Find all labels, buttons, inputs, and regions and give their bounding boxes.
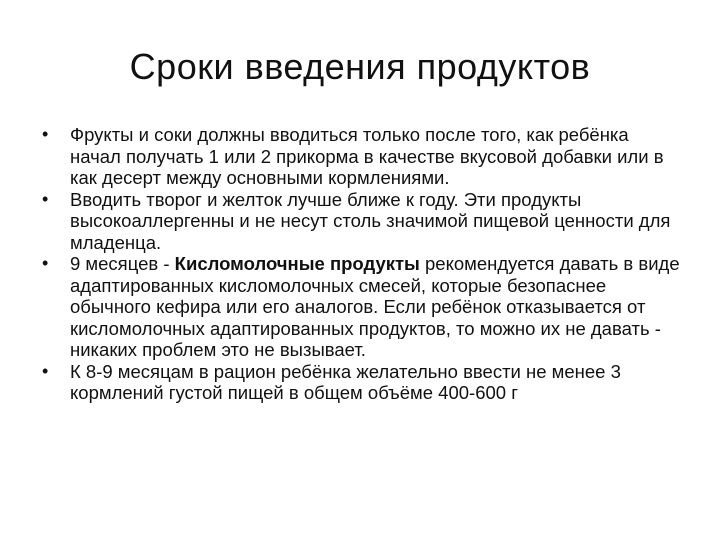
bullet-text: К 8-9 месяцам в рацион ребёнка желательно ввести не менее 3 кормлений густой пищей в общем объёме 400-600 г <box>70 360 621 403</box>
bullet-text-suffix: рекомендуется давать в виде адаптированных кисломолочных смесей, которые безопаснее обычного кефира или его аналогов. Если ребёнок отказывается от кисломолочных адаптированных продуктов, то можно их не давать - никаких проблем это не вызывает. <box>70 253 680 360</box>
bullet-list <box>42 124 682 404</box>
slide-title: Сроки введения продуктов <box>129 46 591 87</box>
bullet-icon: • <box>42 188 49 209</box>
bullet-text: Вводить творог и желток лучше ближе к году. Эти продукты высокоаллергенны и не несут столь значимой пищевой ценности для младенца. <box>70 188 671 253</box>
bullet-item-thick-food <box>42 361 682 404</box>
bullet-icon: • <box>42 124 49 144</box>
bullet-text: Фрукты и соки должны вводиться только после того, как ребёнка начал получать 1 или 2 прикорма в качестве вкусовой добавки или в как десерт между основными кормлениями. <box>70 124 664 188</box>
bullet-item-fermented-milk <box>42 253 682 361</box>
bullet-item-fruits-juices <box>42 124 682 189</box>
bullet-icon: • <box>42 360 49 381</box>
bullet-text-bold: Кисломолочные продукты <box>174 253 420 274</box>
bullet-item-cottage-cheese-yolk <box>42 189 682 254</box>
bullet-text-prefix: 9 месяцев - <box>70 253 175 274</box>
bullet-icon: • <box>42 253 49 273</box>
